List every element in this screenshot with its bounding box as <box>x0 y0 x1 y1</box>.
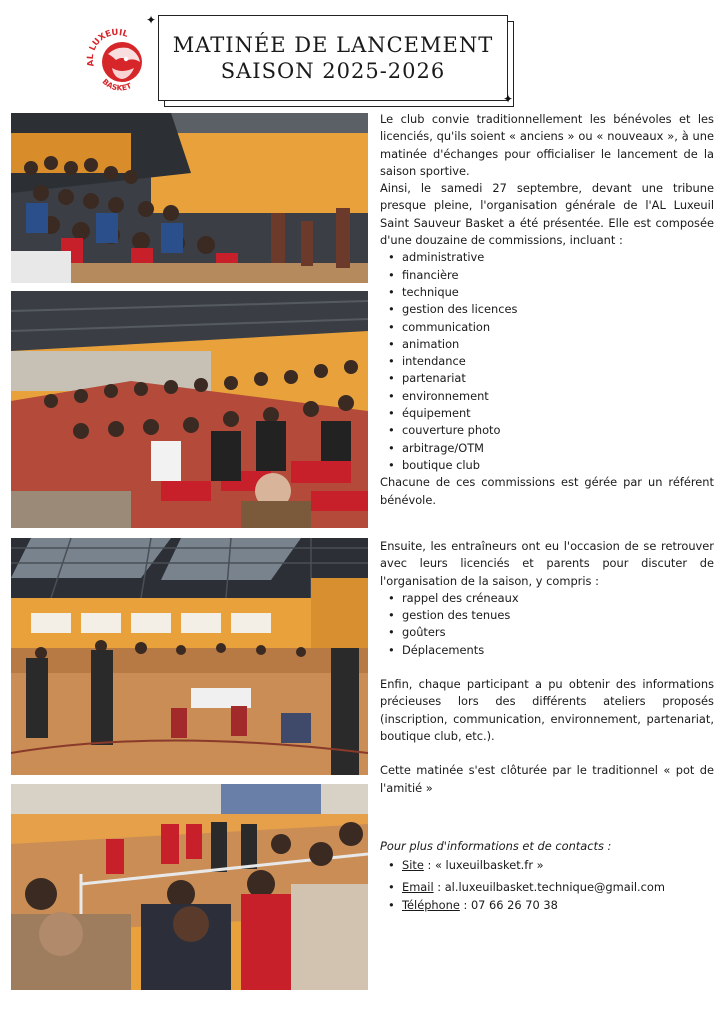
list-item: • arbitrage/OTM <box>402 440 714 457</box>
photo-gym-overview <box>11 538 368 775</box>
phone-value[interactable]: : 07 66 26 70 38 <box>459 897 558 912</box>
list-item: • gestion des licences <box>402 301 714 318</box>
sparkle-icon: ✦ <box>503 92 514 106</box>
logo-bottom-text: BASKET <box>100 76 133 93</box>
list-item: • intendance <box>402 353 714 370</box>
section-coaches <box>380 538 714 797</box>
list-item: • communication <box>402 319 714 336</box>
coaches-paragraph: Ensuite, les entraîneurs ont eu l'occasion de se retrouver avec leurs licenciés et parents pour discuter de l'organisation de la saison, y compris : <box>380 539 714 588</box>
contacts-list <box>380 857 714 914</box>
list-item: • gestion des tenues <box>402 607 714 624</box>
list-item: • partenariat <box>402 370 714 387</box>
list-item: • environnement <box>402 388 714 405</box>
photo-tribune-crowd <box>11 113 368 283</box>
email-label[interactable]: Email <box>402 879 434 894</box>
ateliers-paragraph: Enfin, chaque participant a pu obtenir des informations précieuses lors des différents ateliers proposés (inscription, communication, environnement, partenariat, boutique club, etc.). <box>380 677 714 743</box>
commissions-list <box>380 249 714 474</box>
title-box <box>158 15 508 101</box>
contact-site <box>402 857 714 874</box>
contacts-heading: Pour plus d'informations et de contacts : <box>380 839 612 853</box>
closing-paragraph: Chacune de ces commissions est gérée par un référent bénévole. <box>380 475 714 507</box>
list-item: • couverture photo <box>402 422 714 439</box>
list-item: • technique <box>402 284 714 301</box>
contact-phone <box>402 897 714 914</box>
sparkle-icon: ✦ <box>146 13 157 27</box>
page-title-line1: MATINÉE DE LANCEMENT <box>172 33 494 57</box>
email-value[interactable]: : al.luxeuilbasket.technique@gmail.com <box>433 879 665 894</box>
topics-list <box>380 590 714 659</box>
list-item: • animation <box>402 336 714 353</box>
list-item: • équipement <box>402 405 714 422</box>
list-item: • administrative <box>402 249 714 266</box>
photo-red-seats-tribune <box>11 291 368 528</box>
contacts-section <box>380 838 714 914</box>
contact-email <box>402 879 714 896</box>
list-item: • financière <box>402 267 714 284</box>
logo-top-text: AL LUXEUIL <box>85 27 130 68</box>
phone-label[interactable]: Téléphone <box>402 897 460 912</box>
page-title-line2: SAISON 2025-2026 <box>220 59 446 83</box>
intro-paragraph: Le club convie traditionnellement les bénévoles et les licenciés, qu'ils soient « anciens » ou « nouveaux », à une matinée d'échanges pour officialiser le lancement de la saison sportive. <box>380 112 714 178</box>
club-logo <box>82 26 154 98</box>
section-commissions <box>380 111 714 509</box>
conclusion-paragraph: Cette matinée s'est clôturée par le traditionnel « pot de l'amitié » <box>380 763 714 795</box>
site-value[interactable]: : « luxeuilbasket.fr » <box>423 858 544 873</box>
photo-court-from-tribune <box>11 784 368 990</box>
details-paragraph: Ainsi, le samedi 27 septembre, devant une tribune presque pleine, l'organisation générale de l'AL Luxeuil Saint Sauveur Basket a été présentée. Elle est composée d'une douzaine de commissions, incluant : <box>380 181 714 248</box>
list-item: • boutique club <box>402 457 714 474</box>
list-item: • Déplacements <box>402 642 714 659</box>
list-item: • rappel des créneaux <box>402 590 714 607</box>
site-label[interactable]: Site <box>402 858 424 873</box>
list-item: • goûters <box>402 624 714 641</box>
